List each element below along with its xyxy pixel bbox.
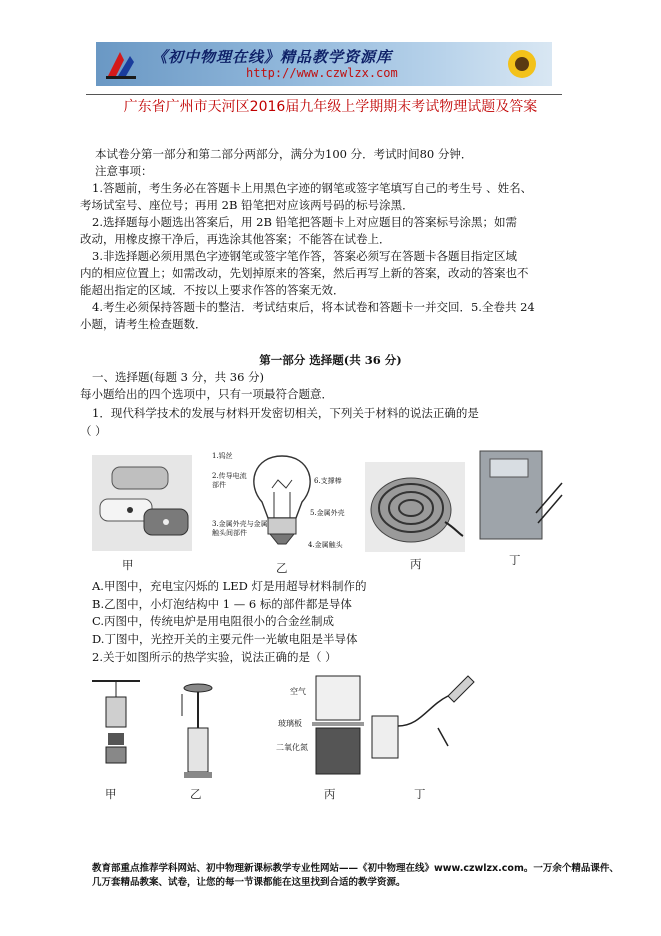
notice-1a: 1.答题前，考生务必在答题卡上用黑色字迹的钢笔或签字笔填写自己的考生号 、姓名、 <box>92 181 533 195</box>
figure-electric-stove <box>365 462 465 552</box>
banner-url: http://www.czwlzx.com <box>246 66 398 80</box>
q1-caption-ding: 丁 <box>509 553 521 567</box>
q1-stem: 1．现代科学技术的发展与材料开发密切相关，下列关于材料的说法正确的是 <box>92 406 479 420</box>
q2-label-glass: 玻璃板 <box>278 719 302 728</box>
part1-section: 一、选择题(每题 3 分，共 36 分) <box>92 370 265 384</box>
figure-steam-tube <box>368 670 478 762</box>
q2-caption-jia: 甲 <box>105 787 117 801</box>
notice-3c: 能超出指定的区域．不按以上要求作答的答案无效． <box>80 283 345 297</box>
q1-option-d: D.丁图中，光控开关的主要元件一光敏电阻是半导体 <box>92 632 358 646</box>
q1-stem-blank: （ ） <box>80 424 107 438</box>
q2-caption-bing: 丙 <box>324 787 336 801</box>
document-title: 广东省广州市天河区2016届九年级上学期期末考试物理试题及答案 <box>123 99 538 115</box>
q1-option-c: C.丙图中，传统电炉是用电阻很小的合金丝制成 <box>92 614 335 628</box>
q2-caption-ding: 丁 <box>414 787 426 801</box>
notice-4b: 小题，请考生检查题数． <box>80 317 207 331</box>
q2-caption-yi: 乙 <box>190 787 202 801</box>
banner-title: 《初中物理在线》精品教学资源库 <box>152 48 393 66</box>
sunflower-icon <box>502 46 542 82</box>
notice-3a: 3.非选择题必须用黑色字迹钢笔或签字笔作答，答案必须写在答题卡各题目指定区域 <box>92 249 517 263</box>
bulb-label-2: 2.传导电流部件 <box>212 472 247 489</box>
notice-label: 注意事项： <box>95 164 153 178</box>
notice-4a: 4.考生必须保持答题卡的整洁．考试结束后，将本试卷和答题卡一并交回．5.全卷共 24 <box>92 300 535 314</box>
bulb-label-5: 5.金属外壳 <box>310 509 345 517</box>
intro-line: 本试卷分第一部分和第二部分两部分，满分为100 分．考试时间80 分钟． <box>95 147 473 161</box>
footer-line-2: 几万套精品教案、试卷，让您的每一节课都能在这里找到合适的教学资源。 <box>92 877 406 888</box>
logo-icon <box>104 48 138 80</box>
figure-gas-diffusion <box>310 672 366 780</box>
q1-option-b: B.乙图中，小灯泡结构中 1 — 6 标的部件都是导体 <box>92 597 352 611</box>
q1-caption-bing: 丙 <box>410 557 422 571</box>
figure-power-bank <box>92 455 192 551</box>
figure-lead-blocks <box>92 675 142 780</box>
q1-option-a: A.甲图中，充电宝闪烁的 LED 灯是用超导材料制作的 <box>92 579 367 593</box>
q1-caption-jia: 甲 <box>122 558 134 572</box>
header-banner <box>96 42 552 86</box>
figure-piston-cylinder <box>178 680 218 785</box>
q2-label-air: 空气 <box>290 687 306 696</box>
header-divider <box>86 94 562 95</box>
notice-2a: 2.选择题每小题选出答案后，用 2B 铅笔把答题卡上对应题目的答案标号涂黑；如需 <box>92 215 518 229</box>
notice-1b: 考场试室号、座位号；再用 2B 铅笔把对应该两号码的标号涂黑． <box>80 198 414 212</box>
bulb-label-4: 4.金属触头 <box>308 541 343 549</box>
notice-2b: 改动，用橡皮擦干净后，再选涂其他答案；不能答在试卷上． <box>80 232 391 246</box>
q2-stem: 2.关于如图所示的热学实验，说法正确的是（ ） <box>92 650 337 664</box>
notice-3b: 内的相应位置上；如需改动，先划掉原来的答案，然后再写上新的答案，改动的答案也不 <box>80 266 529 280</box>
part1-heading: 第一部分 选择题(共 36 分) <box>259 353 402 367</box>
footer <box>92 862 619 890</box>
bulb-label-3: 3.金属外壳与金属触头间部件 <box>212 520 268 537</box>
figure-bulb-structure <box>208 448 356 554</box>
part1-instruction: 每小题给出的四个选项中，只有一项最符合题意． <box>80 387 333 401</box>
footer-line-1: 教育部重点推荐学科网站、初中物理新课标教学专业性网站——《初中物理在线》www.czwlzx.com。一万余个精品课件、 <box>92 863 619 874</box>
q1-caption-yi: 乙 <box>276 561 288 575</box>
q2-label-no2: 二氧化氮 <box>276 743 308 752</box>
figure-light-switch <box>474 443 564 549</box>
bulb-label-6: 6.支撑棒 <box>314 477 342 485</box>
bulb-label-1: 1.钨丝 <box>212 452 233 460</box>
